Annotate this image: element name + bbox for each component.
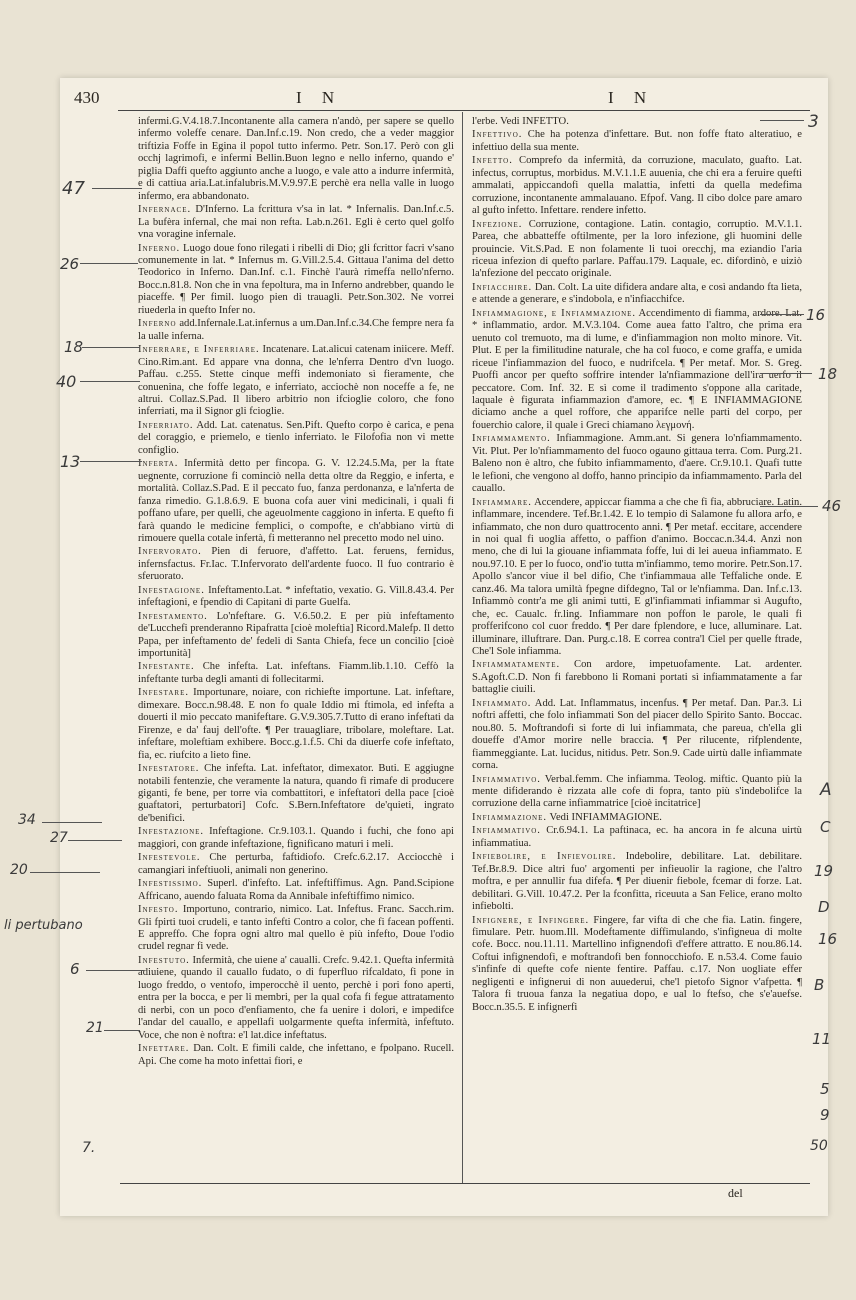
entry-headword: Infestagione. — [138, 584, 205, 596]
entry-text: Dan. Colt. E fimili calde, che infettano, e fpolpano. Rucell. Api. Che come ha moto infettai fiori, e — [138, 1043, 454, 1067]
entry-text: Che perturba, faftidiofo. Crefc.6.2.17. Acciocchè i camangiari infeftiuoli, animali non generino. — [138, 852, 454, 876]
entry-headword: Infiammamento. — [472, 433, 551, 445]
dictionary-entry — [472, 282, 802, 307]
entry-headword: Infervorato. — [138, 546, 202, 558]
annotation-pointer-line — [86, 970, 144, 971]
dictionary-entry — [138, 904, 454, 954]
entry-text: Vedi INFIAMMAGIONE. — [549, 811, 662, 823]
entry-headword: Infezione. — [472, 218, 523, 230]
header-rule — [118, 110, 810, 111]
annotation-pointer-line — [104, 1030, 140, 1031]
entry-headword: Infetto. — [472, 155, 513, 167]
margin-note: 50 — [810, 1138, 828, 1154]
entry-text: Indebolire, debilitare. Lat. debilitare. Tef.Br.8.9. Dice altri fuo' argomenti per infieuolir la ragione, che l'altro moftra, e per annullir fua difefa. ¶ Per diuenir fiebole, fcemar di forze. Lat. debilitari. G.Vill. 10.47.2. Per la fconfitta, riceuuta a San Felice, erano molto infiebolti. — [472, 851, 802, 913]
dictionary-entry — [472, 433, 802, 495]
running-head-right: I N — [608, 88, 655, 107]
entry-headword: Inferno. — [138, 242, 181, 254]
annotation-pointer-line — [80, 263, 138, 264]
entry-headword: Infestamento. — [138, 610, 208, 622]
entry-headword: Infiammazione. — [472, 811, 548, 823]
dictionary-entry — [138, 611, 454, 661]
entry-headword: Infestazione. — [138, 826, 205, 838]
margin-note: 16 — [806, 306, 826, 324]
annotation-pointer-line — [42, 822, 102, 823]
margin-note: 9 — [820, 1106, 830, 1124]
entry-headword: Inferno — [138, 318, 177, 330]
entry-headword: Infiammare. — [472, 496, 532, 508]
dictionary-entry — [138, 687, 454, 762]
page-number: 430 — [74, 88, 100, 107]
dictionary-entry — [472, 129, 802, 154]
margin-note: 16 — [818, 930, 838, 948]
dictionary-entry — [138, 318, 454, 343]
dictionary-entry — [138, 878, 454, 903]
annotation-pointer-line — [80, 381, 140, 382]
entry-headword: Infiammativo. — [472, 773, 541, 785]
annotation-pointer-line — [30, 872, 100, 873]
entry-headword: Inferta. — [138, 458, 179, 470]
entry-headword: Infestare. — [138, 687, 190, 699]
catchword: del — [728, 1186, 743, 1200]
entry-headword: Infiammatamente. — [472, 659, 561, 671]
entry-text: Infeftagione. Cr.9.103.1. Quando i fuchi, che fono api maggiori, con grande infeftazione, fignificano maturi i meli. — [138, 826, 454, 850]
entry-text: Pien di feruore, d'affetto. Lat. feruens, fernidus, infernsfactus. Fr.Iac. T.Infervorato dell'ardente fuoco. Il fuo contrario è sferuorato. — [138, 546, 454, 583]
entry-text: Add. Lat. Inflammatus, incenfus. ¶ Per metaf. Dan. Par.3. Li noftri affetti, che folo infiammati Son del piacer dello Spirito Santo. Boccac. nou.80. 5. Moftrandofi sì forte di lui infiammata, che pareua, ch'ella gli doueffe d'Amor morire nelle braccia. ¶ Per rilucente, rifplendente, fiammeggiante. Lat. lucidus, nitidus. Petr. Son.9. Cade uirtù dalle infiammate corna. — [472, 697, 802, 772]
dictionary-entry — [472, 659, 802, 696]
dictionary-entry — [138, 420, 454, 457]
margin-note: 40 — [56, 372, 77, 391]
annotation-pointer-line — [760, 373, 812, 374]
annotation-pointer-line — [760, 314, 804, 315]
entry-text: Con ardore, impetuofamente. Lat. ardenter. S.Agoft.C.D. Non fi farebbono li Romani portati sì infiammatamente a far battaglie ciuili. — [472, 659, 802, 696]
dictionary-entry — [138, 826, 454, 851]
entry-headword: Infiacchire. — [472, 281, 533, 293]
entry-headword: Infiammativo. — [472, 825, 541, 837]
column-divider — [462, 112, 463, 1184]
dictionary-entry — [472, 698, 802, 773]
entry-text: Comprefo da infermità, da corruzione, maculato, guafto. Lat. infectus, corruptus, morbidus. M.V.1.1.E auuenia, che chi era a feruire quefti ammalati, appiccandofi quella malattia, infetti da quella medefima corruzione, incontanente ammalauano. Efpof. Vang. Il cibo dolce pare amaro al gufto infetto. Infettare. rendere infetto. — [472, 155, 802, 217]
entry-text: Dan. Colt. La uite difidera andare alta, e così andando fta lieta, e attende a generare, e s'indobola, e n'infiacchifce. — [472, 281, 802, 306]
entry-text: Superl. d'infefto. Lat. infeftiffimus. Agn. Pand.Scipione Affricano, auendo faluata Roma da Annibale infeftiffimo nimico. — [138, 878, 454, 902]
dictionary-entry — [472, 812, 802, 824]
dictionary-entry — [472, 308, 802, 433]
dictionary-entry — [472, 825, 802, 850]
margin-note: 21 — [86, 1020, 104, 1036]
entry-text: Corruzione, contagione. Latin. contagio, corruptio. M.V.1.1. Parea, che abbatteffe oftilmente, per la loro infezione, gli huomini delle prouincie. Vit.S.Pad. E non folamente li tuoi orecchj, ma eziandio l'aria riceua infezion di quefto parlare. Paffau.179. Laquale, ec. difordinò, e uiziò la'nfezione del peccato originale. — [472, 218, 802, 280]
entry-text: Luogo doue fono rilegati i ribelli di Dio; gli fcrittor facri v'sano comunemente in lat. * Infernus m. G.Vill.2.5.4. Gittaua l'anima del detto Teodorico in Inferno. Dan.Inf. c.1. Finchè l'aurà rimeffa nello'nferno. Bocc.n.81.8. Non che in vna fepoltura, ma in Inferno andrebber, quando le piaceffe. ¶ Per fimil. luogo pien di trauagli. Petr.Son.302. Ne vorrei riuederla in quefto Infer no. — [138, 242, 454, 316]
entry-headword: Infestante. — [138, 661, 195, 673]
entry-headword: Infiebolire, e Infievolire. — [472, 851, 617, 863]
margin-note: 13 — [60, 452, 81, 471]
entry-text: infermi.G.V.4.18.7.Incontanente alla camera n'andò, per sapere se quello infermo voleffe cenare. Dan.Inf.c.19. Non credo, che a veder maggior triftizia Foffe in Egina il popol tutto infermo. Petr. Son.17. Però con gli occhj lagrimofi, e infermi Bellin.Buon legno e nello inferno, quando e' piglia Daffi quefto aggiunto anche a luogo, e vale atto a indurre infermità, e di cattiua aria.Lat.infalubris.M.V.9.97.E perchè era nella valle in luogo infermo, era abbandonato. — [138, 116, 454, 202]
entry-text: Che infefta. Lat. infeftans. Fiamm.lib.1.10. Ceffò la infeftante turba degli amanti di follecitarmi. — [138, 661, 454, 685]
margin-note: 19 — [814, 862, 834, 880]
margin-note: 26 — [60, 255, 80, 273]
dictionary-entry — [138, 955, 454, 1042]
dictionary-entry — [138, 661, 454, 686]
margin-note: 20 — [10, 862, 28, 878]
dictionary-entry — [138, 458, 454, 545]
margin-note: 5 — [820, 1080, 830, 1098]
entry-text: Infermità, che uiene a' caualli. Crefc. 9.42.1. Quefta infermità adiuiene, quando il cauallo fudato, o di fuperfluo rifcaldato, fi pone in luogo freddo, o ventofo, imperocchè il uento, perchè i pori fono aperti, entra per la bocca, e per li membri, per la qual cofa fi fegue attratamento di nerbi, con un poco d'enfiamento, che fa uenire i dolori, e impedifce l'andar del cauallo, e appellafi uolgarmente quefta infermità, infeftuto. Voce, che non è noftra: e'l lat.dice infeftatus. — [138, 954, 454, 1041]
margin-note: 27 — [50, 830, 68, 846]
entry-headword: Infettivo. — [472, 129, 523, 141]
margin-note: 11 — [812, 1030, 832, 1048]
margin-note: li pertubano — [4, 918, 83, 933]
entry-headword: Infesto. — [138, 904, 179, 916]
entry-text: Accendimento di fiamma, ardore. Lat. * inflammatio, ardor. M.V.3.104. Come auea fatto l'altro, che prima era uenuto col tremuoto, ma di lume, e d'infiammagion non molto minore. Vit. Plut. E per la fimilitudine naturale, che ha col fuoco, e come graffa, e umida riceue l'infiammazion del fuoco, e nudrifcela. ¶ Per metaf. Mor. S. Greg. Puoffi ancor per quefto soffrire intender la'nfiammazione dell'ira uerfo il peccatore. Com. Inf. 32. E sì come il tradimento s'oppone alla caritade, laquale è figurata infiammazion d'amore, ec. ¶ E INFIAMMAGIONE diciamo anche a quel roffore, che apparifce nelle parti del corpo, per fouerchio calore, il quale i Greci chiamano λεγμονή. — [472, 307, 802, 431]
entry-headword: Infernace. — [138, 204, 192, 216]
margin-note: 7. — [82, 1140, 96, 1156]
right-column — [472, 116, 802, 1182]
dictionary-entry — [138, 204, 454, 241]
margin-note: B — [814, 976, 825, 994]
annotation-pointer-line — [68, 840, 122, 841]
entry-headword: Infestatore. — [138, 763, 200, 775]
dictionary-entry — [138, 344, 454, 419]
dictionary-entry — [138, 546, 454, 583]
dictionary-entry — [138, 1043, 454, 1068]
entry-text: Importunare, noiare, con richiefte importune. Lat. infeftare, dimexare. Bocc.n.98.48. E non fo quale Iddio mi ftimola, ed infefta a douerti il mio peccato manifeftare. G.V.9.305.7.Tutto di erano infeftati da Firenze, e da' fauj dell'ofte. ¶ Per trauagliare, tribolare, moleftare. Lat. infeftare, moleftiam exhibere. Bocc.g.1.f.5. Chi da diuerfe cofe infeftato, fia, ec. riufcito a lieto fine. — [138, 687, 454, 761]
entry-headword: Infestuto. — [138, 954, 190, 966]
annotation-pointer-line — [760, 120, 804, 121]
margin-note: D — [818, 898, 830, 916]
entry-text: Infeftamento.Lat. * infeftatio, vexatio. G. Vill.8.43.4. Per infeftagioni, e fpendio di Capitani di parte Guelfa. — [138, 584, 454, 609]
entry-text: add.Infernale.Lat.infernus a um.Dan.Inf.c.34.Che fempre nera fa la ualle inferna. — [138, 318, 454, 342]
entry-text: Fingere, far vifta di che che fia. Latin. fingere, fimulare. Petr. huom.Ill. Modeftamente diffimulando, s'infigneua di molte cofe. Bocc. nou.11.11. Martellino infignendofi d'effere attratto. E nou.86.14. Coftui infignendofi, e moftrandofi ben fonnocchiofo. E n.53.4. Come fauio s'infinfe di quefte cofe niente fentire. Paffau. c.17. Non uogliate effer negligenti e infignerui di non auuederui, che'l pietofo Signor v'afpetta. ¶ Talora fi truoua fanza la negatiua dopo, e ual lo ftefso, che s'e'auefse. Bocc.n.35.5. E infignerfi — [472, 914, 802, 1013]
margin-note: C — [820, 818, 831, 836]
entry-headword: Infignere, e Infingere. — [472, 914, 590, 926]
entry-headword: Infestevole. — [138, 852, 201, 864]
entry-headword: Inferriato. — [138, 419, 194, 431]
dictionary-entry — [138, 243, 454, 318]
margin-note: 6 — [70, 960, 80, 978]
running-head-left: I N — [296, 88, 343, 107]
entry-headword: Infiammagione, e Infiammazione. — [472, 307, 637, 319]
dictionary-entry — [138, 763, 454, 825]
margin-note: 3 — [808, 112, 819, 132]
dictionary-entry — [472, 915, 802, 1015]
margin-note: 34 — [18, 812, 36, 828]
dictionary-entry — [138, 585, 454, 610]
dictionary-entry — [472, 497, 802, 659]
entry-headword: Infestissimo. — [138, 878, 203, 890]
margin-note: 18 — [64, 338, 84, 356]
annotation-pointer-line — [760, 506, 818, 507]
margin-note: 46 — [822, 497, 842, 515]
margin-note: A — [820, 780, 832, 800]
footer-rule — [120, 1183, 810, 1184]
entry-text: D'Inferno. La fcrittura v'sa in lat. * Infernalis. Dan.Inf.c.5. La bufèra infernal, che mai non refta. Lab.n.261. Egli è certo quel golfo vna voragine infernale. — [138, 204, 454, 241]
entry-text: Importuno, contrario, nimico. Lat. Infeftus. Franc. Sacch.rim. Gli fpirti tuoi crudeli, e tanto infefti Contro a color, che fi facean poffenti. E appreffo. Che fopra ogni altro mal quello è più infefto, Doue l'odio crudel regnar fi vede. — [138, 904, 454, 953]
entry-text: Lo'nfeftare. G. V.6.50.2. E per più infeftamento de'Lucchefi prenderanno Ripafratta [cioè moleftia] Ricord.Malefp. Il detto Papa, per infeftamento de' fedeli di Santa Chiefa, fece un concilio [cioè importunità] — [138, 610, 454, 660]
entry-text: Cr.6.94.1. La paftinaca, ec. ha ancora in fe alcuna uirtù infiammatiua. — [472, 825, 802, 849]
dictionary-entry — [138, 852, 454, 877]
entry-text: Che infefta. Lat. infeftator, dimexator. Buti. E aggiugne notabili fentenzie, che veramente la natura, quando fi rimafe di producere giganti, fe bene, per torre via combattitori, e infeftatori della pace [cioè guaftatori, perturbatori] Cofc. S.Bern.Infeftatore de'quieti, ingrato de'benifici. — [138, 763, 454, 824]
margin-note: 47 — [62, 178, 85, 199]
entry-text: l'erbe. Vedi INFETTO. — [472, 116, 569, 127]
dictionary-entry — [472, 155, 802, 217]
entry-text: Verbal.femm. Che infiamma. Teolog. miftic. Quanto più la mente difiderando è rizzata alle cofe di fopra, tanto più s'indebolifce la corruzione della carne infiammatrice [cioè incitatrice] — [472, 773, 802, 810]
entry-text: Add. Lat. catenatus. Sen.Pift. Quefto corpo è carica, e pena del coraggio, e priemelo, e tienlo inferriato. le Filofofia non vi mette configlio. — [138, 419, 454, 456]
entry-text: Accendere, appiccar fiamma a che che fi fia, abbruciare. Latin. inflammare, incendere. Tef.Br.1.42. E lo tempio di Salamone fu allora arfo, e infiammato, che non duro quattrocento anni. ¶ Per metaf. eccitare, accendere in noi qual fi uoglia affetto, o paffion d'animo. Boccac.n.34.4. Anzi non meno, che di lui la giouane infiammata foffe, lui di lei aueua infiammato. E nou.97.10. E per lo fuoco, ond'io tutta m'infiammo, temo morire. Petr.Son.17. Apollo s'ancor viue il bel difio, Che t'infiammaua alle Teffaliche onde. E canz.46. Ma talora umiltà fpegne difdegno, Tal or le'nfiamma. Dan. Inf.c.13. Infiammò contr'a me gli animi tutti, E gl'infiammati infiammar sì Augufto, che, ec. Caualc. fr.ling. Infiammare non poffon le parole, le quali fi profferifcono col cuor freddo. ¶ Per dare fplendore, e luce, alluminare. Lat. illuminare, illuftrare. Dan. Purg.c.18. E correa contra'l Ciel per quelle ftrade, Che'l Sole infiamma. — [472, 496, 802, 658]
dictionary-entry — [472, 219, 802, 281]
entry-headword: Infettare. — [138, 1043, 190, 1055]
annotation-pointer-line — [92, 188, 142, 189]
annotation-pointer-line — [82, 347, 140, 348]
annotation-pointer-line — [80, 461, 142, 462]
left-column — [138, 116, 454, 1182]
dictionary-entry — [472, 774, 802, 811]
entry-text: Infermità detto per fincopa. G. V. 12.24.5.Ma, per la ftate uegnente, corruzione fi cominciò nella detta oltre da Reggio, e inferta, e mortalità. Collaz.S.Pad. E il peccato fuo, fanza perdonanza, e la'nferta de fanza rimedio. G.1.8.6.9. E buona cofa auer vini medicinali, i quali fi poffano ufare, per quelli, che ageuolmente caggiono in inferta. E quefto fi farà quando le medicine femplici, o compofte, e ch'abbiano virtù di rimouere quella cotale infertà, fi metteranno nel precetto modo nel uino. — [138, 458, 454, 544]
entry-text: Che ha potenza d'infettare. But. non foffe ftato alteratiuo, e infettiuo della sua mente. — [472, 129, 802, 153]
entry-headword: Infiammato. — [472, 697, 532, 709]
entry-text: Infiammagione. Amm.ant. Si genera lo'nfiammamento. Vit. Plut. Per lo'nfiammamento del fuoco ogauno gittaua terra. Com. Purg.21. Baleno non è altro, che fubito infiammamento, d'aere. Cr.9.10.1. Quafi tutte le lefioni, che vengono al doffo, hanno principio da infiammamento. Parla del cauallo. — [472, 433, 802, 495]
entry-headword: Inferrare, e Inferriare. — [138, 344, 260, 356]
dictionary-entry — [138, 116, 454, 203]
dictionary-entry — [472, 116, 802, 128]
margin-note: 18 — [818, 365, 838, 383]
entry-text: Incatenare. Lat.alicui catenam iniicere. Meff. Cino.Rim.ant. Ed appare vna donna, che le'nferra Dentro d'vn luogo. Paffau. c.255. Stette cinque meffi indemoniato sì fieramente, che conuenina, che foffe legato, e inferriato, acciochè non noceffe a fe, ne altrui. Collaz.S.Pad. Il libero arbitrio non ifcioglie coloro, che fono inferriati, ma il Signor gli fcioglie. — [138, 344, 454, 418]
dictionary-entry — [472, 851, 802, 913]
